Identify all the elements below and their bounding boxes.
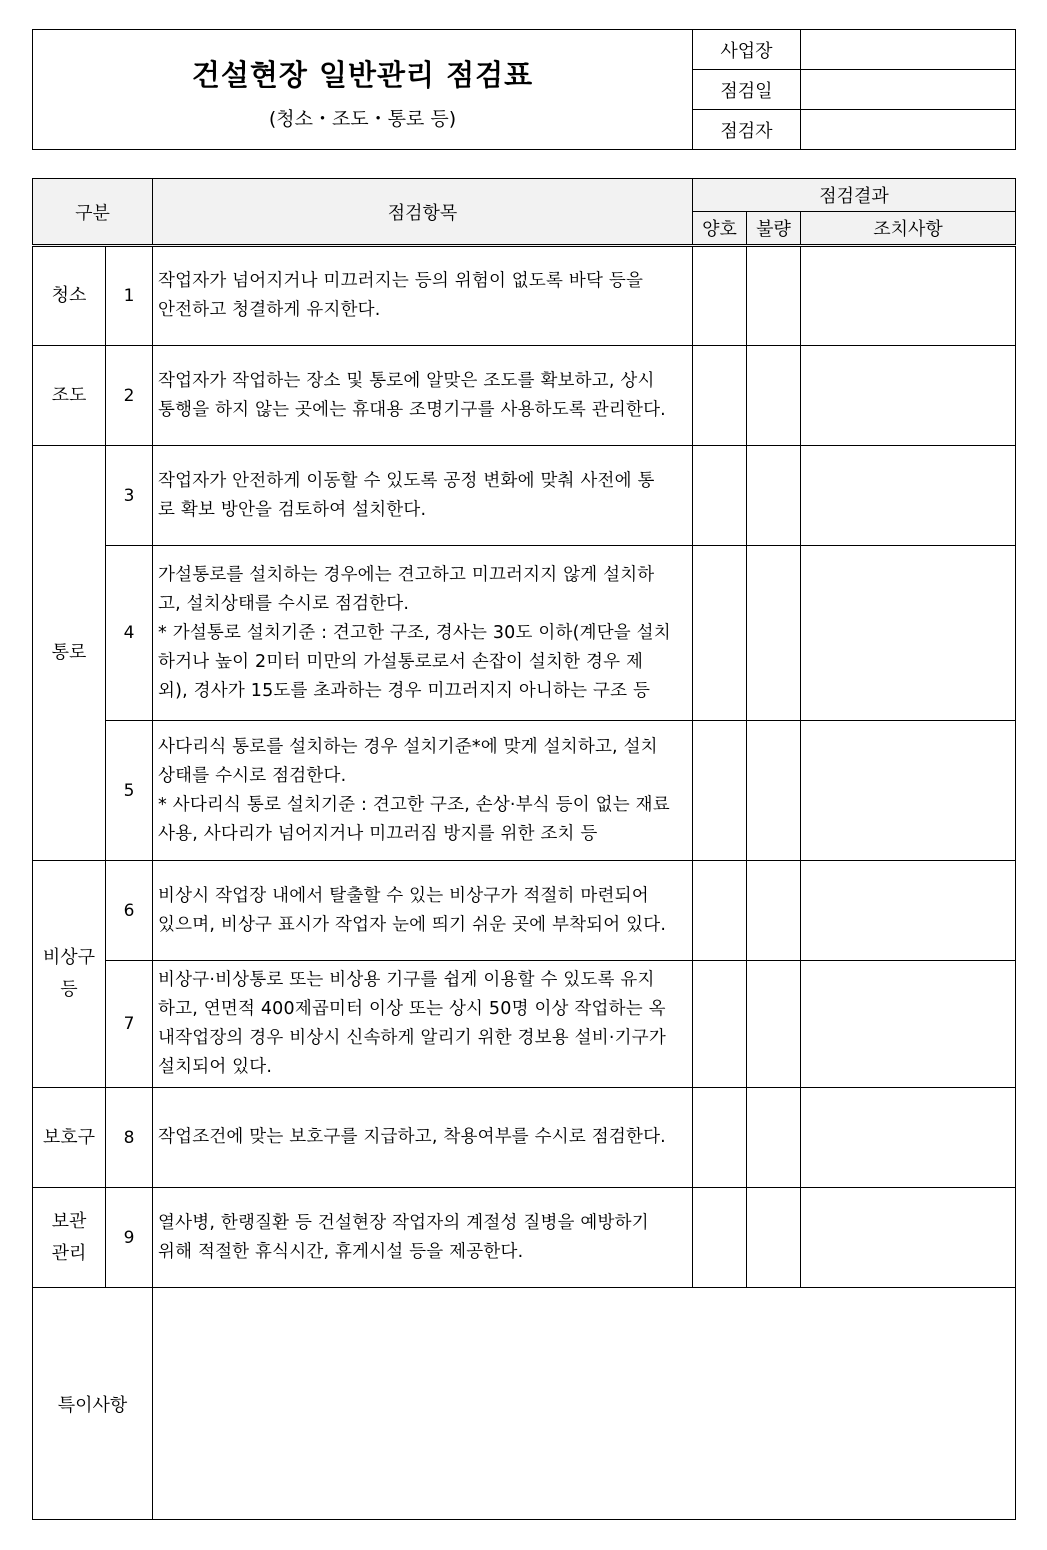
- item-text: 작업조건에 맞는 보호구를 지급하고, 착용여부를 수시로 점검한다.: [153, 1088, 693, 1188]
- category-storage-label: 보관 관리: [51, 1210, 87, 1264]
- category-protective-gear: 보호구: [33, 1088, 106, 1188]
- bad-check-cell[interactable]: [747, 1188, 801, 1288]
- item-number: 8: [106, 1088, 153, 1188]
- table-row: [33, 721, 1016, 861]
- category-lighting: 조도: [33, 346, 106, 446]
- good-check-cell[interactable]: [693, 1188, 747, 1288]
- action-cell[interactable]: [801, 546, 1016, 721]
- inspection-date-label: 점검일: [693, 70, 801, 110]
- item-number: 4: [106, 546, 153, 721]
- table-row: [33, 546, 1016, 721]
- bad-header: 불량: [747, 212, 801, 246]
- header-table: [32, 29, 1016, 150]
- action-cell[interactable]: [801, 961, 1016, 1088]
- item-text: 작업자가 안전하게 이동할 수 있도록 공정 변화에 맞춰 사전에 통 로 확보 방안을 검토하여 설치한다.: [153, 446, 693, 546]
- inspector-field[interactable]: [801, 110, 1016, 150]
- category-emergency-exit-label: 비상구 등: [42, 947, 96, 1000]
- bad-check-cell[interactable]: [747, 446, 801, 546]
- table-row: [33, 861, 1016, 961]
- good-header: 양호: [693, 212, 747, 246]
- action-cell[interactable]: [801, 1188, 1016, 1288]
- item-number: 1: [106, 246, 153, 346]
- table-row: [33, 961, 1016, 1088]
- bad-check-cell[interactable]: [747, 961, 801, 1088]
- bad-check-cell[interactable]: [747, 861, 801, 961]
- bad-check-cell[interactable]: [747, 721, 801, 861]
- good-check-cell[interactable]: [693, 861, 747, 961]
- category-emergency-exit: [33, 861, 106, 1088]
- action-cell[interactable]: [801, 721, 1016, 861]
- special-notes-field[interactable]: [153, 1288, 1016, 1520]
- table-row: [33, 246, 1016, 346]
- table-row: [33, 1088, 1016, 1188]
- table-row: [33, 1188, 1016, 1288]
- item-number: 2: [106, 346, 153, 446]
- item-text: 가설통로를 설치하는 경우에는 견고하고 미끄러지지 않게 설치하 고, 설치상태를 수시로 점검한다. * 가설통로 설치기준 : 견고한 구조, 경사는 30도 이하(계단을 설치 하거나 높이 2미터 미만의 가설통로로서 손잡이 설치한 경우 제 외), 경사가 15도를 초과하는 경우 미끄러지지 아니하는 구조 등: [153, 546, 693, 721]
- result-header: 점검결과: [693, 179, 1016, 212]
- item-number: 3: [106, 446, 153, 546]
- table-row: [33, 446, 1016, 546]
- good-check-cell[interactable]: [693, 246, 747, 346]
- item-text: 비상구·비상통로 또는 비상용 기구를 쉽게 이용할 수 있도록 유지 하고, 연면적 400제곱미터 이상 또는 상시 50명 이상 작업하는 옥 내작업장의 경우 비상시 신속하게 알리기 위한 경보용 설비·기구가 설치되어 있다.: [153, 961, 693, 1088]
- item-number: 6: [106, 861, 153, 961]
- item-number: 7: [106, 961, 153, 1088]
- item-text: 열사병, 한랭질환 등 건설현장 작업자의 계절성 질병을 예방하기 위해 적절한 휴식시간, 휴게시설 등을 제공한다.: [153, 1188, 693, 1288]
- items-header: 점검항목: [153, 179, 693, 246]
- business-site-field[interactable]: [801, 30, 1016, 70]
- action-header: 조치사항: [801, 212, 1016, 246]
- special-notes-row: [33, 1288, 1016, 1520]
- bad-check-cell[interactable]: [747, 346, 801, 446]
- item-text: 작업자가 넘어지거나 미끄러지는 등의 위험이 없도록 바닥 등을 안전하고 청결하게 유지한다.: [153, 246, 693, 346]
- action-cell[interactable]: [801, 346, 1016, 446]
- checklist-table: [32, 178, 1016, 1520]
- good-check-cell[interactable]: [693, 961, 747, 1088]
- good-check-cell[interactable]: [693, 546, 747, 721]
- bad-check-cell[interactable]: [747, 246, 801, 346]
- business-site-label: 사업장: [693, 30, 801, 70]
- item-text: 작업자가 작업하는 장소 및 통로에 알맞은 조도를 확보하고, 상시 통행을 하지 않는 곳에는 휴대용 조명기구를 사용하도록 관리한다.: [153, 346, 693, 446]
- bad-check-cell[interactable]: [747, 546, 801, 721]
- item-text: 사다리식 통로를 설치하는 경우 설치기준*에 맞게 설치하고, 설치 상태를 수시로 점검한다. * 사다리식 통로 설치기준 : 견고한 구조, 손상·부식 등이 없는 재료 사용, 사다리가 넘어지거나 미끄러짐 방지를 위한 조치 등: [153, 721, 693, 861]
- item-number: 9: [106, 1188, 153, 1288]
- bad-check-cell[interactable]: [747, 1088, 801, 1188]
- action-cell[interactable]: [801, 1088, 1016, 1188]
- title-cell: [33, 30, 693, 150]
- page-title: 건설현장 일반관리 점검표: [191, 57, 534, 92]
- action-cell[interactable]: [801, 861, 1016, 961]
- special-notes-label: 특이사항: [33, 1288, 153, 1520]
- good-check-cell[interactable]: [693, 721, 747, 861]
- item-text: 비상시 작업장 내에서 탈출할 수 있는 비상구가 적절히 마련되어 있으며, 비상구 표시가 작업자 눈에 띄기 쉬운 곳에 부착되어 있다.: [153, 861, 693, 961]
- item-number: 5: [106, 721, 153, 861]
- inspection-date-field[interactable]: [801, 70, 1016, 110]
- category-passage: 통로: [33, 446, 106, 861]
- good-check-cell[interactable]: [693, 446, 747, 546]
- category-header: 구분: [33, 179, 153, 246]
- good-check-cell[interactable]: [693, 1088, 747, 1188]
- category-storage: [33, 1188, 106, 1288]
- table-row: [33, 346, 1016, 446]
- category-cleaning: 청소: [33, 246, 106, 346]
- action-cell[interactable]: [801, 446, 1016, 546]
- action-cell[interactable]: [801, 246, 1016, 346]
- good-check-cell[interactable]: [693, 346, 747, 446]
- page-subtitle: (청소・조도・통로 등): [268, 107, 457, 130]
- inspector-label: 점검자: [693, 110, 801, 150]
